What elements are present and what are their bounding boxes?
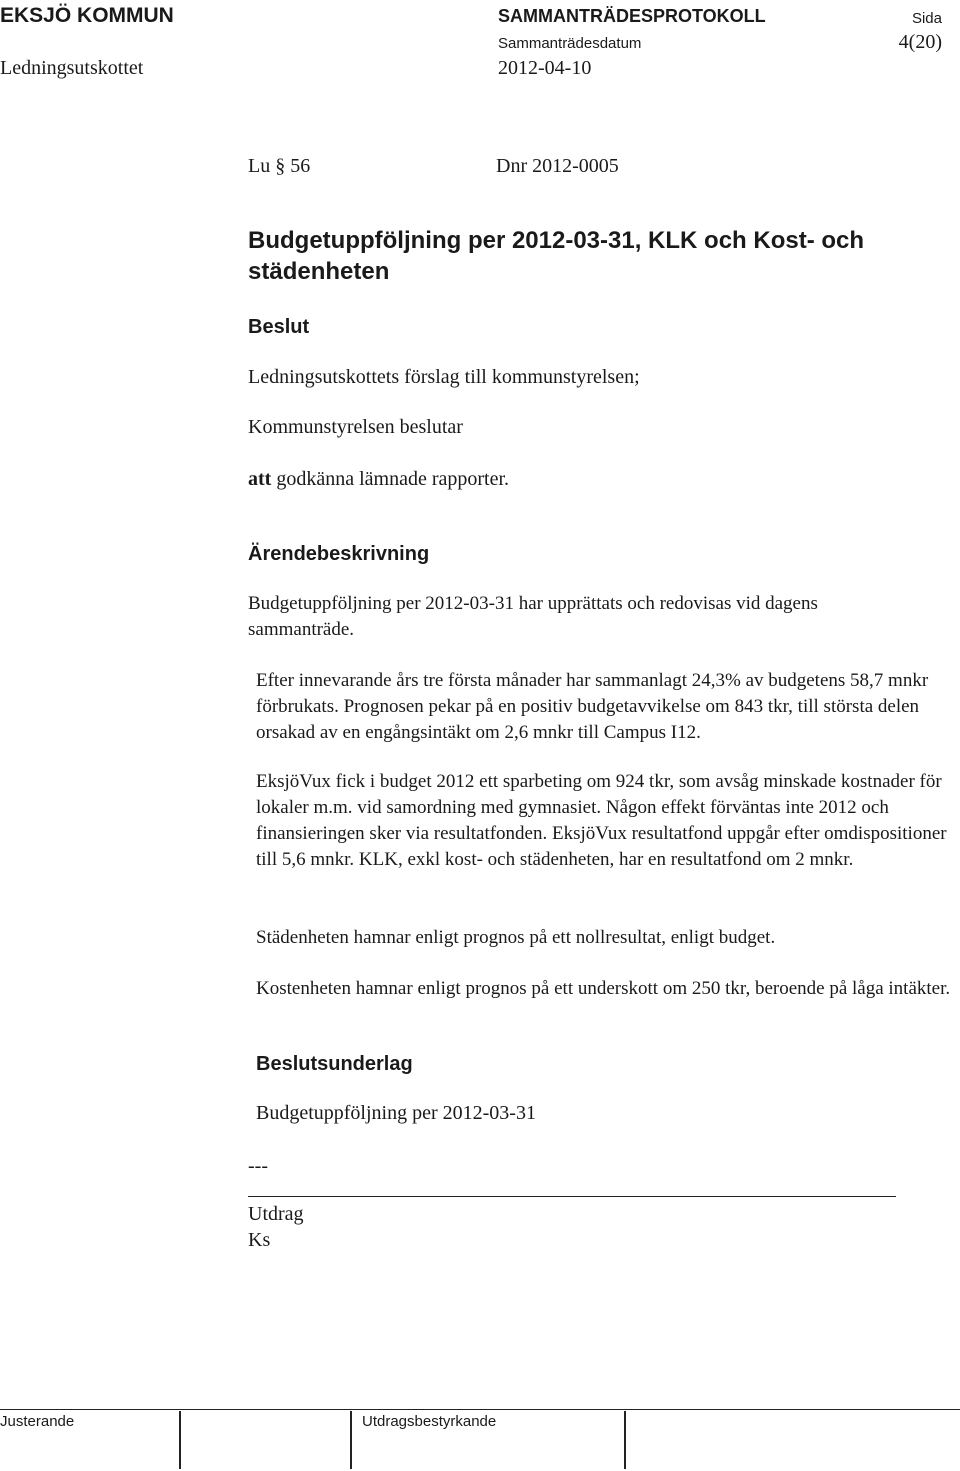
decision-line-3 — [248, 468, 509, 491]
committee-name: Ledningsutskottet — [0, 57, 144, 79]
description-paragraph-1: Budgetuppföljning per 2012-03-31 har upprättats och redovisas vid dagens sammanträde. — [248, 593, 818, 640]
description-paragraph-2: Efter innevarande års tre första månader har sammanlagt 24,3% av budgetens 58,7 mnkr förbrukats. Prognosen pekar på en positiv budgetavvikelse om 843 tkr, till största delen orsakad av en engångsintäkt om 2,6 mnkr till Campus I12. — [256, 670, 929, 743]
certification-label: Utdragsbestyrkande — [362, 1413, 497, 1430]
signature-box-divider-3 — [624, 1411, 626, 1469]
description-paragraph-3: EksjöVux fick i budget 2012 ett sparbeting om 924 tkr, som avsåg minskade kostnader för lokaler m.m. vid samordning med gymnasiet. Någon effekt förväntas inte 2012 och finansieringen sker via resultatfonden. EksjöVux resultatfond uppgår efter omdispositioner till 5,6 mnkr. KLK, exkl kost- och städenheten, har en resultatfond om 2 mnkr. — [256, 771, 947, 870]
decision-heading: Beslut — [248, 316, 310, 338]
footer-divider — [0, 1409, 960, 1410]
att-word: att — [248, 468, 272, 490]
paragraph-reference: Lu § 56 — [248, 155, 311, 177]
description-paragraph-4: Städenheten hamnar enligt prognos på ett nollresultat, enligt budget. — [256, 927, 776, 948]
decision-line-1: Ledningsutskottets förslag till kommunstyrelsen; — [248, 366, 640, 388]
distribution-label: Utdrag — [248, 1203, 304, 1225]
description-heading: Ärendebeskrivning — [248, 543, 430, 565]
meeting-date-label: Sammanträdesdatum — [498, 35, 642, 52]
decision-line-2: Kommunstyrelsen beslutar — [248, 416, 463, 438]
basis-heading: Beslutsunderlag — [256, 1053, 413, 1075]
decision-line-3-text: godkänna lämnade rapporter. — [276, 468, 510, 490]
organization-name: EKSJÖ KOMMUN — [0, 4, 174, 27]
basis-item: Budgetuppföljning per 2012-03-31 — [256, 1102, 536, 1124]
signature-box-divider-2 — [350, 1411, 352, 1469]
document-type: SAMMANTRÄDESPROTOKOLL — [498, 6, 766, 26]
description-paragraph-5: Kostenheten hamnar enligt prognos på ett underskott om 250 tkr, beroende på låga intäkter. — [256, 978, 951, 999]
signature-box-divider-1 — [179, 1411, 181, 1469]
case-title: Budgetuppföljning per 2012-03-31, KLK och Kost- och städenheten — [248, 227, 865, 285]
page-label: Sida — [911, 10, 942, 27]
diary-number: Dnr 2012-0005 — [496, 155, 619, 177]
distribution-rule — [248, 1196, 896, 1197]
distribution-separator: --- — [248, 1155, 268, 1177]
page-number: 4(20) — [898, 31, 942, 53]
distribution-recipient: Ks — [248, 1229, 271, 1251]
adjusting-label: Justerande — [0, 1413, 75, 1430]
meeting-date: 2012-04-10 — [498, 57, 592, 79]
